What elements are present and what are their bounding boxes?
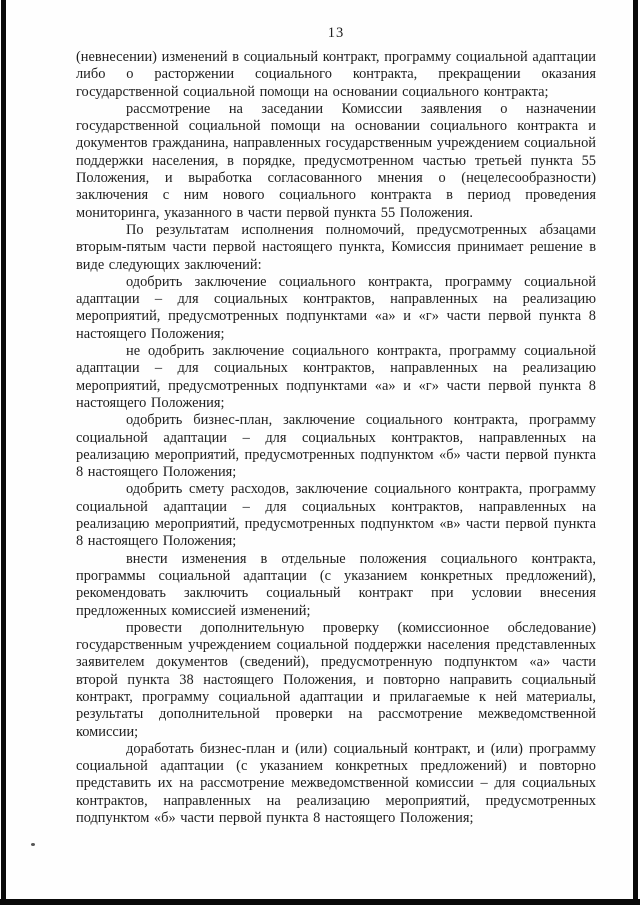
paragraph: одобрить заключение социального контракта, программу социальной адаптации – для социальных контрактов, направленных на реализацию мероприятий, предусмотренных подпунктами «а» и «г» части первой пункта 8 настоящего Положения; (76, 273, 596, 342)
paragraph: внести изменения в отдельные положения социального контракта, программы социальной адаптации (с указанием конкретных предложений), рекомендовать заключить социальный контракт при условии внесения предложенных комиссией изменений; (76, 550, 596, 619)
paragraph: одобрить бизнес-план, заключение социального контракта, программу социальной адаптации – для социальных контрактов, направленных на реализацию мероприятий, предусмотренных подпунктом «б» части первой пункта 8 настоящего Положения; (76, 412, 596, 481)
paragraph: провести дополнительную проверку (комиссионное обследование) государственным учреждением социальной поддержки населения представленных заявителем документов (сведений), предусмотренную подпунктом «а» части второй пункта 38 настоящего Положения, и повторно направить социальный контракт, программу социальной адаптации и прилагаемые к ней материалы, результаты дополнительной проверки на рассмотрение межведомственной комиссии; (76, 619, 596, 740)
paragraph: рассмотрение на заседании Комиссии заявления о назначении государственной социальной помощи на основании социального контракта и документов гражданина, направленных государственным учреждением социальной поддержки населения, в порядке, предусмотренном частью третьей пункта 55 Положения, и выработка согласованного мнения о (нецелесообразности) заключения с ним нового социального контракта в период проведения мониторинга, указанного в части первой пункта 55 Положения. (76, 100, 596, 221)
scan-border-bottom (0, 899, 640, 905)
paragraph: (невнесении) изменений в социальный контракт, программу социальной адаптации либо о расторжении социального контракта, прекращении оказания государственной социальной помощи на основании социального контракта; (76, 49, 596, 100)
scan-border-right (633, 0, 638, 905)
paragraph: доработать бизнес-план и (или) социальный контракт, и (или) программу социальной адаптации (с указанием конкретных предложений) и повторно представить их на рассмотрение межведомственной комиссии – для социальных контрактов, направленных на реализацию мероприятий, предусмотренных подпунктом «б» части первой пункта 8 настоящего Положения; (76, 740, 596, 827)
paragraph: По результатам исполнения полномочий, предусмотренных абзацами вторым-пятым части первой настоящего пункта, Комиссия принимает решение в виде следующих заключений: (76, 221, 596, 273)
paragraph: одобрить смету расходов, заключение социального контракта, программу социальной адаптации – для социальных контрактов, направленных на реализацию мероприятий, предусмотренных подпунктом «в» части первой пункта 8 настоящего Положения; (76, 481, 596, 550)
scan-border-left (1, 0, 6, 905)
scan-artifact-speck (31, 843, 35, 846)
document-body (76, 49, 596, 827)
page-number: 13 (327, 25, 345, 41)
paragraph: не одобрить заключение социального контракта, программу социальной адаптации – для социальных контрактов, направленных на реализацию мероприятий, предусмотренных подпунктами «а» и «г» части первой пункта 8 настоящего Положения; (76, 343, 596, 411)
